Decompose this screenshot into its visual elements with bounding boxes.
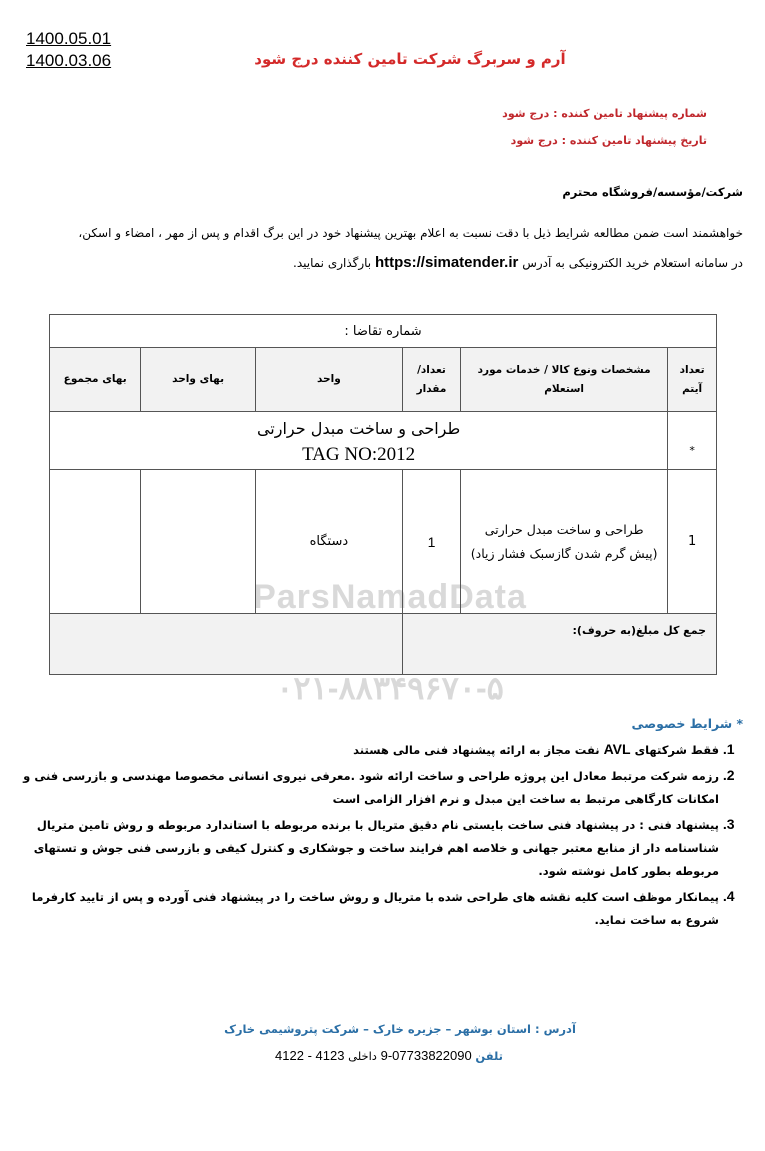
extension-numbers: 4122 - 4123 [275,1048,345,1063]
header-total-price: بهای مجموع [50,348,141,412]
header-title: آرم و سربرگ شرکت تامین کننده درج شود [254,50,566,68]
item-unit: دستگاه [255,470,402,614]
header-unit: واحد [255,348,402,412]
item-description [461,470,668,614]
condition-3-text: پیشنهاد فنی : در پیشنهاد فنی ساخت بایستی نام دقیق متریال با برنده مربوطه با استاندارد مربوطه و روش تامین متریال شناسنامه دار از منابع معتبر جهانی و خلاصه اهم فرایند ساخت و جوشکاری و کنترل کیفی و بازرسی فنی جوش و تستهای مربوطه بطور کامل نوشته شود. [33,818,719,878]
total-amount-field[interactable] [50,614,403,675]
item-desc-line-2: (پیش گرم شدن گازسبک فشار زیاد) [470,545,658,561]
tag-number: TAG NO:2012 [302,444,416,465]
intro-line-2-suffix: بارگذاری نمایید. [293,256,372,270]
phone-label: تلفن [475,1049,503,1063]
date-secondary: 1400.03.06 [26,51,112,70]
special-conditions-title: * شرایط خصوصی [631,716,743,731]
title-row-cell [50,412,668,470]
inquiry-table [49,314,717,675]
header-specs: مشخصات ونوع کالا / خدمات مورد استعلام [461,348,668,412]
project-title: طراحی و ساخت مبدل حرارتی [256,419,461,438]
intro-line-2-prefix: در سامانه استعلام خرید الکترونیکی به آدرس [522,256,743,270]
item-quantity: 1 [402,470,460,614]
proposal-date: تاریخ پیشنهاد تامین کننده : درج شود [510,134,707,147]
watermark-portal-name: پایگاه اطلاع رسانی مناقصه و مزایده [211,645,569,669]
document-dates [26,28,111,72]
intro-line-2 [22,248,743,278]
footer-address: آدرس : استان بوشهر – جزیره خارک – شرکت پتروشیمی خارک [224,1022,576,1036]
list-item [22,813,719,883]
list-item [22,764,719,811]
salutation: شرکت/مؤسسه/فروشگاه محترم [562,185,743,199]
footer-phone [275,1048,503,1063]
proposal-number: شماره پیشنهاد تامین کننده : درج شود [502,107,707,120]
condition-1-emphasis: AVL [603,741,631,757]
condition-1-text: نفت مجاز به ارائه پیشنهاد فنی مالی هستند [353,743,600,757]
table-row [50,470,717,614]
watermark-phone: ۰۲۱-۸۸۳۴۹۶۷۰-۵ [276,670,504,706]
total-amount-label: جمع کل مبلغ(به حروف): [402,614,716,675]
extension-label: داخلی [348,1049,377,1063]
request-number-label: شماره تقاضا : [50,315,717,348]
condition-4-text: پیمانکار موظف است کلیه نقشه های طراحی شده با متریال و روش ساخت را در پیشنهاد فنی آورده و پس از تایید کارفرما شروع به ساخت نماید. [31,890,719,927]
item-desc-line-1: طراحی و ساخت مبدل حرارتی [484,521,644,537]
condition-1-prefix: فقط شرکتهای [634,743,719,757]
special-conditions-list [22,738,743,934]
intro-paragraph [22,218,743,278]
item-total-price[interactable] [50,470,141,614]
title-row-marker: * [668,412,717,470]
header-unit-price: بهای واحد [141,348,256,412]
item-index: 1 [668,470,717,614]
condition-2-text: رزمه شرکت مرتبط معادل این پروژه طراحی و ساخت ارائه شود .معرفی نیروی انسانی مخصوصا مهندسی و بازرسی فنی و امکانات کارگاهی مرتبط به ساخت این مبدل و نرم افزار الزامی است [23,769,719,806]
list-item [22,738,719,762]
proposal-meta [502,100,707,154]
phone-number: 07733822090-9 [380,1048,472,1063]
watermark-center-name: مرکز فرآوری اطلاعات پارس نماد داده ها [209,618,571,639]
watermark-brand: ParsNamadData [253,578,527,616]
item-unit-price[interactable] [141,470,256,614]
submission-url[interactable]: https://simatender.ir [374,254,519,271]
header-quantity: تعداد/ مقدار [402,348,460,412]
header-item-count: تعداد آیتم [668,348,717,412]
intro-line-1: خواهشمند است ضمن مطالعه شرایط ذیل با دقت نسبت به اعلام بهترین پیشنهاد خود در این برگ اقدام و پس از مهر ، امضاء و اسکن، [78,226,743,240]
date-primary: 1400.05.01 [26,29,112,48]
list-item [22,885,719,932]
